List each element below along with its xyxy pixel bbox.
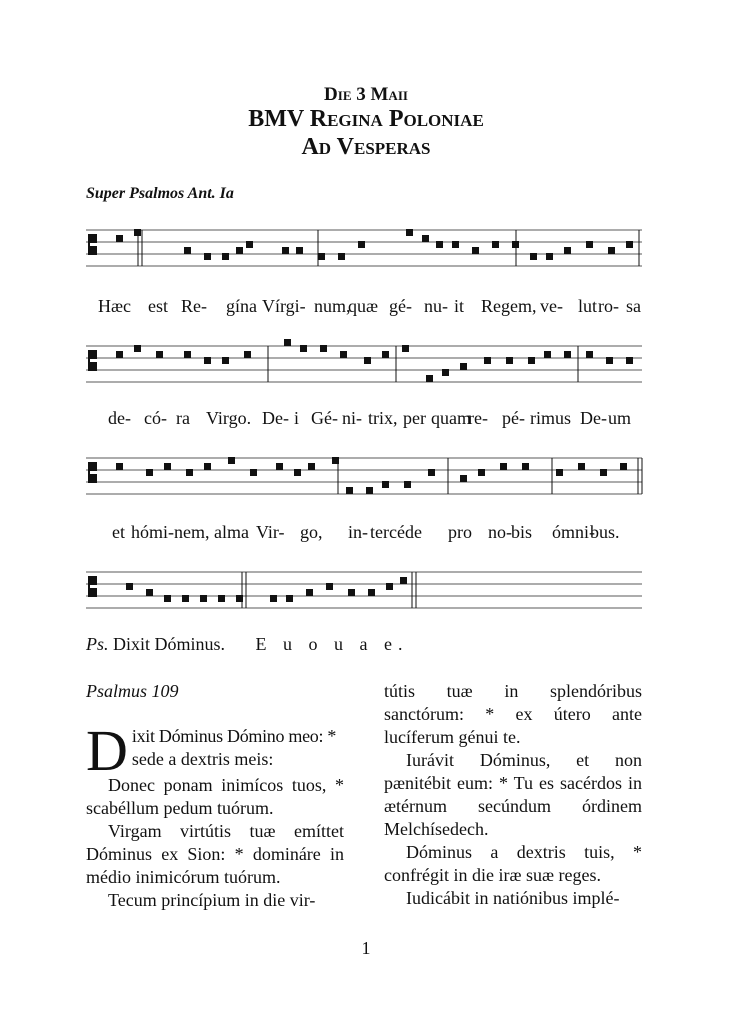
neume-note — [366, 487, 373, 494]
neume-note — [146, 589, 153, 596]
chant-syllable: có- — [144, 408, 167, 428]
neume-note — [236, 247, 243, 254]
neume-note — [270, 595, 277, 602]
psalm-verse-2: Donec ponam inimícos tuos, * scabéllum pedum tuórum. — [86, 775, 344, 818]
psalm-label: Ps. — [86, 634, 109, 654]
neume-note — [564, 247, 571, 254]
neume-note — [544, 351, 551, 358]
chant-syllable: in- — [348, 522, 368, 542]
do-clef-icon — [90, 588, 97, 597]
neume-note — [478, 469, 485, 476]
chant-syllable: rimus — [530, 408, 572, 428]
neume-note — [222, 253, 229, 260]
neume-note — [218, 595, 225, 602]
staff-notation — [86, 338, 642, 390]
neume-note — [606, 357, 613, 364]
neume-note — [146, 469, 153, 476]
psalm-column-left — [86, 680, 344, 912]
neume-note — [182, 595, 189, 602]
psalm-tone-staff — [86, 564, 642, 616]
neume-note — [164, 595, 171, 602]
chant-syllable: pé- — [502, 408, 525, 428]
psalm-verse-1 — [86, 718, 344, 783]
chant-lyrics-2 — [86, 408, 642, 432]
neume-note — [184, 247, 191, 254]
neume-note — [400, 577, 407, 584]
neume-note — [308, 463, 315, 470]
chant-syllable: pro — [448, 522, 472, 542]
chant-syllable: De- — [580, 408, 607, 428]
neume-note — [626, 357, 633, 364]
neume-note — [126, 583, 133, 590]
neume-note — [338, 253, 345, 260]
neume-note — [530, 253, 537, 260]
antiphon-label: Super Psalmos Ant. Ia — [86, 185, 234, 202]
neume-note — [382, 351, 389, 358]
neume-note — [578, 463, 585, 470]
psalm-verse-4: Tecum princípium in die vir- — [108, 890, 316, 910]
chant-syllable: et — [112, 522, 125, 542]
neume-note — [442, 369, 449, 376]
chant-syllable: gé- — [389, 296, 412, 316]
chant-lyrics-3 — [86, 522, 642, 546]
chant-syllable: Gé- — [311, 408, 338, 428]
chant-syllable: ómni- — [552, 522, 595, 542]
psalm-verse-6: Dóminus a dextris tuis, * confrégit in die iræ suæ reges. — [384, 842, 642, 885]
neume-note — [300, 345, 307, 352]
chant-syllable: ve- — [540, 296, 563, 316]
neume-note — [452, 241, 459, 248]
neume-note — [460, 475, 467, 482]
chant-syllable: nem, — [174, 522, 210, 542]
neume-note — [460, 363, 467, 370]
chant-syllable: Vírgi- — [262, 296, 306, 316]
neume-note — [586, 241, 593, 248]
neume-note — [358, 241, 365, 248]
do-clef-icon — [90, 362, 97, 371]
chant-syllable: it — [454, 296, 465, 316]
chant-syllable: quæ — [348, 296, 379, 316]
neume-note — [556, 469, 563, 476]
neume-note — [472, 247, 479, 254]
chant-syllable: per — [403, 408, 426, 428]
page-number: 1 — [361, 938, 371, 958]
neume-note — [204, 357, 211, 364]
neume-note — [116, 235, 123, 242]
verse-1-b: sede a dextris meis: — [131, 749, 274, 769]
staff-notation — [86, 450, 642, 502]
neume-note — [184, 351, 191, 358]
euouae: E u o u a e. — [255, 634, 409, 654]
chant-syllable: est — [148, 296, 168, 316]
neume-note — [436, 241, 443, 248]
neume-note — [528, 357, 535, 364]
chant-syllable: ra — [176, 408, 190, 428]
chant-syllable: Vir- — [256, 522, 285, 542]
office-title: Ad Vesperas — [301, 134, 431, 160]
neume-note — [546, 253, 553, 260]
chant-syllable: i — [294, 408, 300, 428]
neume-note — [134, 345, 141, 352]
neume-note — [286, 595, 293, 602]
neume-note — [116, 463, 123, 470]
staff-notation — [86, 564, 642, 616]
chant-staff-1 — [86, 222, 642, 274]
do-clef-icon — [90, 576, 97, 585]
chant-syllable: Re- — [181, 296, 207, 316]
neume-note — [428, 469, 435, 476]
chant-syllable: ni- — [342, 408, 362, 428]
neume-note — [402, 345, 409, 352]
chant-syllable: trix, — [368, 408, 398, 428]
neume-note — [368, 589, 375, 596]
neume-note — [246, 241, 253, 248]
neume-note — [200, 595, 207, 602]
neume-note — [500, 463, 507, 470]
chant-syllable: De- — [262, 408, 289, 428]
psalm-verse-4-cont: tútis tuæ in splendóribus sanctórum: * ex útero ante lucíferum génui te. — [384, 681, 642, 747]
do-clef-icon — [90, 474, 97, 483]
feast-title: BMV Regina Poloniae — [248, 106, 484, 132]
drop-cap: D — [86, 718, 128, 783]
neume-note — [228, 457, 235, 464]
neume-note — [600, 469, 607, 476]
neume-note — [204, 253, 211, 260]
neume-note — [626, 241, 633, 248]
chant-syllable: nu- — [424, 296, 448, 316]
chant-syllable: bis — [511, 522, 533, 542]
chant-syllable: ro- — [598, 296, 619, 316]
psalm-tone-line — [86, 634, 409, 655]
neume-note — [382, 481, 389, 488]
psalm-verse-7: Iudicábit in natiónibus implé- — [406, 888, 620, 908]
neume-note — [484, 357, 491, 364]
neume-note — [522, 463, 529, 470]
neume-note — [204, 463, 211, 470]
chant-syllable: um — [608, 408, 632, 428]
chant-lyrics-1 — [86, 296, 642, 320]
neume-note — [222, 357, 229, 364]
neume-note — [386, 583, 393, 590]
chant-syllable: gína — [226, 296, 257, 316]
chant-syllable: Regem, — [481, 296, 537, 316]
chant-syllable: tercéde — [370, 522, 422, 542]
neume-note — [296, 247, 303, 254]
psalm-title: Psalmus 109 — [86, 681, 179, 701]
neume-note — [244, 351, 251, 358]
neume-note — [426, 375, 433, 382]
neume-note — [564, 351, 571, 358]
do-clef-icon — [88, 462, 90, 483]
neume-note — [164, 463, 171, 470]
chant-syllable: bus. — [590, 522, 620, 542]
do-clef-icon — [90, 246, 97, 255]
psalm-column-right — [384, 680, 642, 910]
chant-syllable: Virgo. — [206, 408, 252, 428]
chant-syllable: go, — [300, 522, 323, 542]
neume-note — [116, 351, 123, 358]
do-clef-icon — [88, 350, 90, 371]
chant-syllable: sa — [626, 296, 641, 316]
neume-note — [348, 589, 355, 596]
do-clef-icon — [90, 234, 97, 243]
neume-note — [620, 463, 627, 470]
chant-syllable: alma — [214, 522, 249, 542]
neume-note — [506, 357, 513, 364]
neume-note — [306, 589, 313, 596]
staff-notation — [86, 222, 642, 274]
chant-syllable: de- — [108, 408, 131, 428]
verse-1-a: ixit Dóminus Dómino meo: * — [131, 726, 337, 746]
do-clef-icon — [88, 576, 90, 597]
neume-note — [346, 487, 353, 494]
chant-syllable: no- — [488, 522, 512, 542]
chant-staff-2 — [86, 338, 642, 390]
do-clef-icon — [88, 234, 90, 255]
neume-note — [404, 481, 411, 488]
do-clef-icon — [90, 462, 97, 471]
neume-note — [282, 247, 289, 254]
feast-date: Die 3 Maii — [324, 84, 408, 105]
neume-note — [318, 253, 325, 260]
neume-note — [250, 469, 257, 476]
chant-syllable: hómi- — [131, 522, 174, 542]
psalm-incipit: Dixit Dóminus. — [113, 634, 226, 654]
chant-syllable: num, — [314, 296, 351, 316]
neume-note — [156, 351, 163, 358]
neume-note — [340, 351, 347, 358]
chant-syllable: re- — [468, 408, 488, 428]
neume-note — [364, 357, 371, 364]
neume-note — [586, 351, 593, 358]
neume-note — [284, 339, 291, 346]
chant-syllable: lut — [578, 296, 598, 316]
chant-syllable: quam — [431, 408, 471, 428]
psalm-verse-3: Virgam virtútis tuæ emíttet Dóminus ex Sion: * domináre in médio inimicórum tuórum. — [86, 821, 344, 887]
chant-staff-3 — [86, 450, 642, 502]
neume-note — [276, 463, 283, 470]
chant-syllable: Hæc — [98, 296, 131, 316]
do-clef-icon — [90, 350, 97, 359]
neume-note — [326, 583, 333, 590]
neume-note — [186, 469, 193, 476]
psalm-verse-5: Iurávit Dóminus, et non pænitébit eum: * Tu es sacérdos in ætérnum secúndum órdinem Melchísedech. — [384, 750, 642, 839]
neume-note — [320, 345, 327, 352]
neume-note — [294, 469, 301, 476]
neume-note — [406, 229, 413, 236]
neume-note — [422, 235, 429, 242]
neume-note — [492, 241, 499, 248]
neume-note — [608, 247, 615, 254]
